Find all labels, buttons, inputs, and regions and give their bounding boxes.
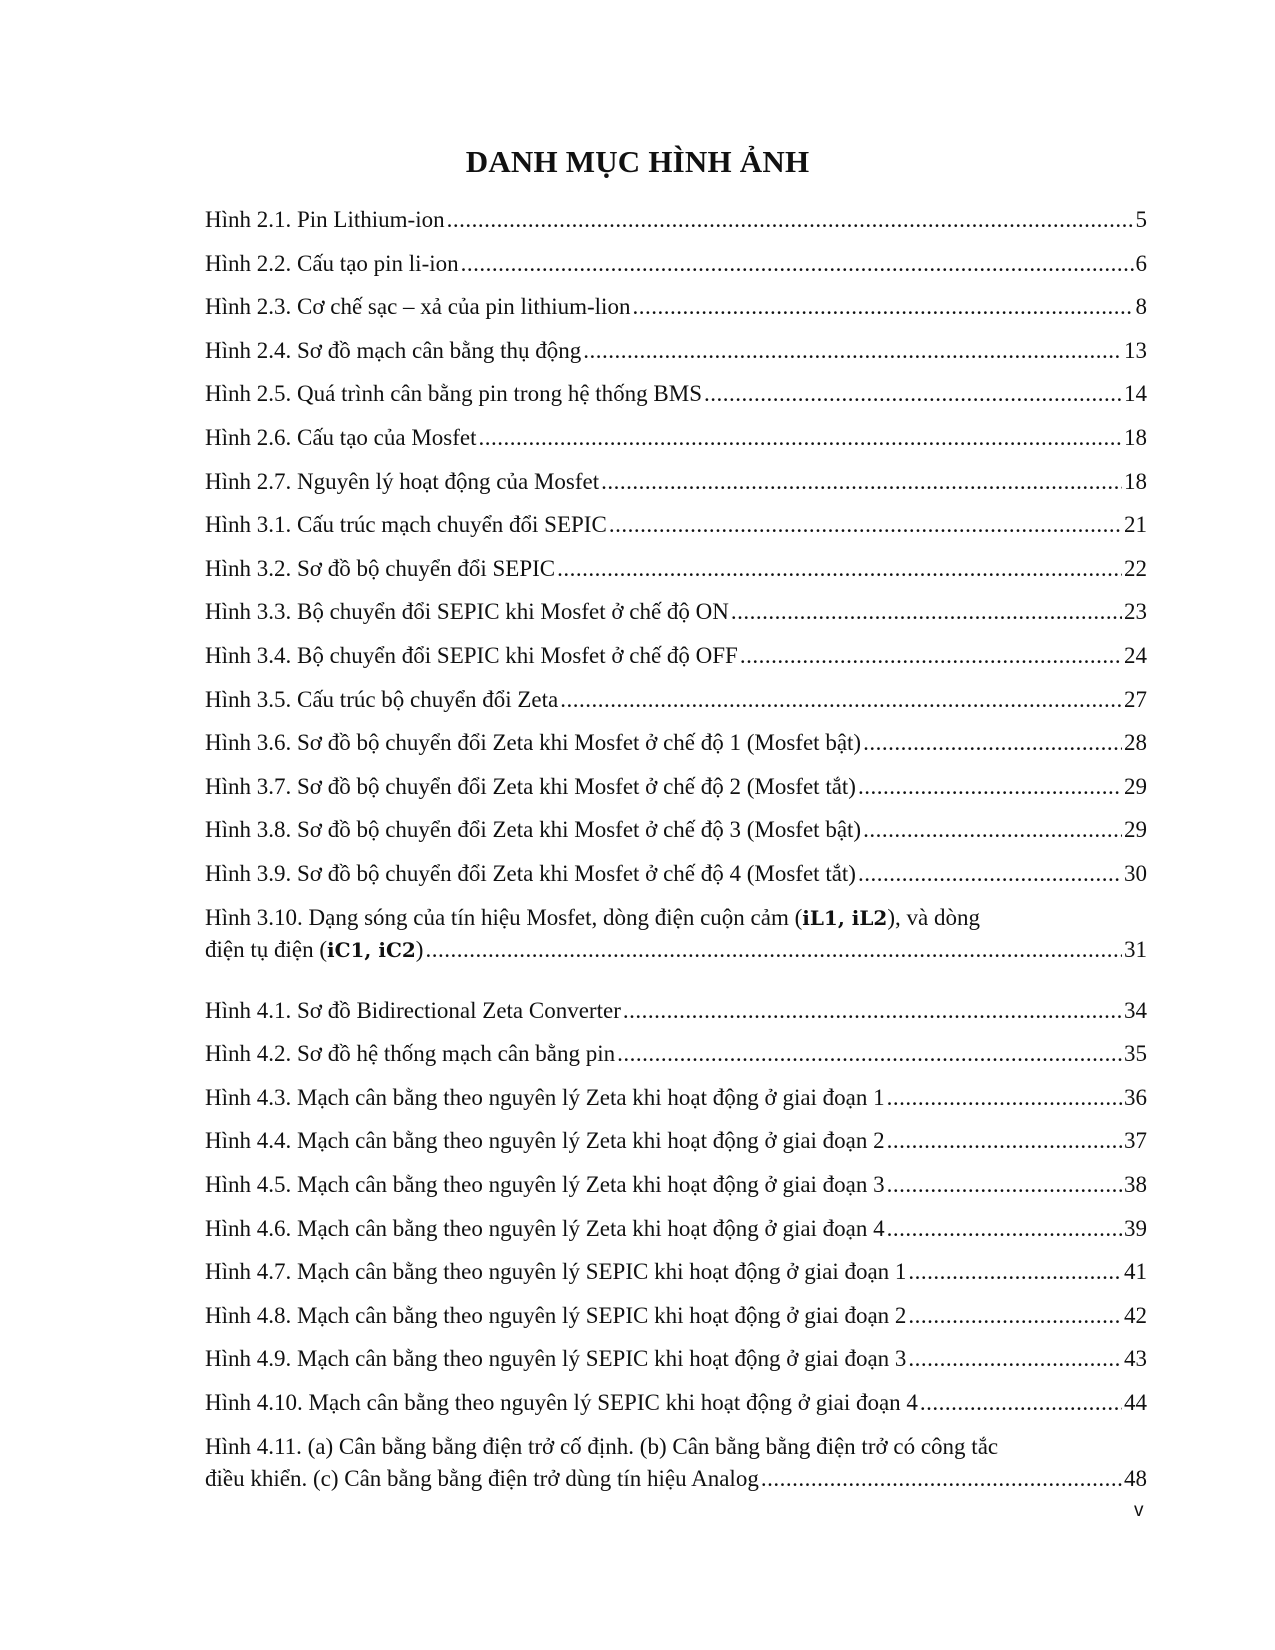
math-expression: iL1, iL2 (802, 905, 888, 930)
dot-leader (731, 590, 1122, 634)
dot-leader (601, 460, 1122, 504)
toc-entry-4-3[interactable] (205, 1076, 1147, 1120)
entry-page: 8 (1135, 294, 1147, 320)
entry-page: 27 (1124, 686, 1147, 712)
entry-label: Hình 3.6. Sơ đồ bộ chuyển đổi Zeta khi Mosfet ở chế độ 1 (Mosfet bật) (205, 730, 862, 756)
entry-label: Hình 4.5. Mạch cân bằng theo nguyên lý Zeta khi hoạt động ở giai đoạn 3 (205, 1172, 885, 1198)
entry-page: 41 (1124, 1259, 1147, 1285)
entry-page: 13 (1124, 337, 1147, 363)
entry-label-line-1 (205, 902, 1147, 934)
dot-leader (617, 1032, 1122, 1076)
entry-label: Hình 3.1. Cấu trúc mạch chuyển đổi SEPIC (205, 512, 607, 538)
toc-entry-2-4[interactable] (205, 329, 1147, 373)
entry-label: Hình 4.7. Mạch cân bằng theo nguyên lý SEPIC khi hoạt động ở giai đoạn 1 (205, 1259, 907, 1285)
entry-label: Hình 3.9. Sơ đồ bộ chuyển đổi Zeta khi Mosfet ở chế độ 4 (Mosfet tắt) (205, 860, 856, 886)
dot-leader (858, 765, 1122, 809)
entry-page: 21 (1124, 512, 1147, 538)
entry-page: 22 (1124, 555, 1147, 581)
toc-entry-3-1[interactable] (205, 503, 1147, 547)
entry-label: Hình 4.1. Sơ đồ Bidirectional Zeta Converter (205, 997, 621, 1023)
toc-entry-3-10[interactable] (205, 902, 1147, 989)
dot-leader (863, 721, 1122, 765)
toc-entry-2-7[interactable] (205, 460, 1147, 504)
dot-leader (908, 1250, 1122, 1294)
toc-entry-3-9[interactable] (205, 852, 1147, 896)
entry-label: Hình 2.6. Cấu tạo của Mosfet (205, 424, 477, 450)
entry-page: 38 (1124, 1172, 1147, 1198)
dot-leader (887, 1076, 1122, 1120)
dot-leader (560, 678, 1122, 722)
toc-entry-4-11[interactable] (205, 1431, 1147, 1518)
figure-list (205, 198, 1147, 1518)
entry-label: Hình 4.6. Mạch cân bằng theo nguyên lý Zeta khi hoạt động ở giai đoạn 4 (205, 1215, 885, 1241)
entry-page: 24 (1124, 642, 1147, 668)
entry-label-line-1: Hình 4.11. (a) Cân bằng bằng điện trở cố định. (b) Cân bằng bằng điện trở có công tắc (205, 1433, 999, 1459)
toc-entry-3-4[interactable] (205, 634, 1147, 678)
dot-leader (557, 547, 1122, 591)
entry-page: 18 (1124, 424, 1147, 450)
dot-leader (583, 329, 1122, 373)
entry-page: 44 (1124, 1390, 1147, 1416)
toc-entry-2-3[interactable] (205, 285, 1147, 329)
entry-page: 42 (1124, 1302, 1147, 1328)
entry-page: 48 (1124, 1465, 1147, 1491)
dot-leader (908, 1294, 1122, 1338)
entry-page: 28 (1124, 730, 1147, 756)
toc-entry-3-6[interactable] (205, 721, 1147, 765)
entry-page: 30 (1124, 860, 1147, 886)
toc-entry-3-2[interactable] (205, 547, 1147, 591)
entry-label: Hình 2.5. Quá trình cân bằng pin trong hệ thống BMS (205, 381, 703, 407)
dot-leader (908, 1337, 1122, 1381)
toc-entry-4-10[interactable] (205, 1381, 1147, 1425)
toc-entry-3-5[interactable] (205, 678, 1147, 722)
toc-entry-4-6[interactable] (205, 1207, 1147, 1251)
dot-leader (425, 934, 1122, 966)
entry-label: Hình 4.9. Mạch cân bằng theo nguyên lý SEPIC khi hoạt động ở giai đoạn 3 (205, 1346, 907, 1372)
entry-label: Hình 3.2. Sơ đồ bộ chuyển đổi SEPIC (205, 555, 556, 581)
entry-label: Hình 4.10. Mạch cân bằng theo nguyên lý SEPIC khi hoạt động ở giai đoạn 4 (205, 1390, 918, 1416)
toc-entry-4-7[interactable] (205, 1250, 1147, 1294)
dot-leader (858, 852, 1122, 896)
dot-leader (609, 503, 1122, 547)
entry-label: Hình 4.4. Mạch cân bằng theo nguyên lý Zeta khi hoạt động ở giai đoạn 2 (205, 1128, 885, 1154)
page-title: DANH MỤC HÌNH ẢNH (465, 144, 810, 179)
math-expression: iC1, iC2 (327, 937, 416, 962)
entry-label: Hình 3.8. Sơ đồ bộ chuyển đổi Zeta khi Mosfet ở chế độ 3 (Mosfet bật) (205, 817, 862, 843)
toc-entry-4-8[interactable] (205, 1294, 1147, 1338)
toc-entry-2-2[interactable] (205, 242, 1147, 286)
entry-label: Hình 2.3. Cơ chế sạc – xả của pin lithium-lion (205, 294, 631, 320)
entry-label: Hình 3.4. Bộ chuyển đổi SEPIC khi Mosfet ở chế độ OFF (205, 642, 738, 668)
dot-leader (887, 1207, 1122, 1251)
toc-entry-2-6[interactable] (205, 416, 1147, 460)
dot-leader (920, 1381, 1122, 1425)
entry-text: ), và dòng (887, 904, 980, 930)
toc-entry-3-8[interactable] (205, 808, 1147, 852)
dot-leader (761, 1463, 1122, 1495)
entry-page: 31 (1124, 936, 1147, 962)
dot-leader (447, 198, 1134, 242)
dot-leader (863, 808, 1122, 852)
entry-page: 6 (1135, 250, 1147, 276)
entry-page: 37 (1124, 1128, 1147, 1154)
toc-entry-2-5[interactable] (205, 372, 1147, 416)
entry-page: 36 (1124, 1084, 1147, 1110)
entry-page: 29 (1124, 773, 1147, 799)
entry-label: Hình 3.3. Bộ chuyển đổi SEPIC khi Mosfet ở chế độ ON (205, 599, 729, 625)
entry-page: 5 (1135, 207, 1147, 232)
entry-label: Hình 2.2. Cấu tạo pin li-ion (205, 250, 459, 276)
entry-label: Hình 2.4. Sơ đồ mạch cân bằng thụ động (205, 337, 582, 363)
dot-leader (632, 285, 1133, 329)
entry-page: 39 (1124, 1215, 1147, 1241)
entry-text: Hình 3.10. Dạng sóng của tín hiệu Mosfet, dòng điện cuộn cảm ( (205, 904, 803, 930)
page-number: v (1134, 1500, 1144, 1521)
entry-label: Hình 2.7. Nguyên lý hoạt động của Mosfet (205, 468, 600, 494)
entry-text: điều khiển. (c) Cân bằng bằng điện trở dùng tín hiệu Analog (205, 1465, 759, 1491)
dot-leader (478, 416, 1122, 460)
entry-label: Hình 2.1. Pin Lithium-ion (205, 207, 445, 232)
dot-leader (887, 1119, 1122, 1163)
entry-label: Hình 4.8. Mạch cân bằng theo nguyên lý SEPIC khi hoạt động ở giai đoạn 2 (205, 1302, 907, 1328)
toc-entry-4-1[interactable] (205, 989, 1147, 1033)
dot-leader (740, 634, 1122, 678)
dot-leader (887, 1163, 1122, 1207)
entry-label-line-2 (205, 934, 1147, 966)
dot-leader (623, 989, 1122, 1033)
entry-page: 43 (1124, 1346, 1147, 1372)
toc-entry-4-4[interactable] (205, 1119, 1147, 1163)
entry-label: Hình 4.3. Mạch cân bằng theo nguyên lý Zeta khi hoạt động ở giai đoạn 1 (205, 1084, 885, 1110)
entry-page: 18 (1124, 468, 1147, 494)
toc-entry-3-7[interactable] (205, 765, 1147, 809)
entry-text: ) (415, 936, 424, 962)
entry-label: Hình 4.2. Sơ đồ hệ thống mạch cân bằng pin (205, 1041, 616, 1067)
entry-label: Hình 3.7. Sơ đồ bộ chuyển đổi Zeta khi Mosfet ở chế độ 2 (Mosfet tắt) (205, 773, 856, 799)
toc-entry-4-9[interactable] (205, 1337, 1147, 1381)
toc-entry-2-1[interactable] (205, 198, 1147, 242)
entry-page: 34 (1124, 997, 1147, 1023)
entry-page: 29 (1124, 817, 1147, 843)
entry-label-line-2 (205, 1463, 1147, 1495)
toc-entry-4-5[interactable] (205, 1163, 1147, 1207)
entry-page: 14 (1124, 381, 1147, 407)
toc-entry-4-2[interactable] (205, 1032, 1147, 1076)
entry-text: điện tụ điện ( (205, 936, 327, 962)
entry-page: 23 (1124, 599, 1147, 625)
dot-leader (461, 242, 1134, 286)
dot-leader (704, 372, 1122, 416)
entry-page: 35 (1124, 1041, 1147, 1067)
toc-entry-3-3[interactable] (205, 590, 1147, 634)
entry-label: Hình 3.5. Cấu trúc bộ chuyển đổi Zeta (205, 686, 559, 712)
